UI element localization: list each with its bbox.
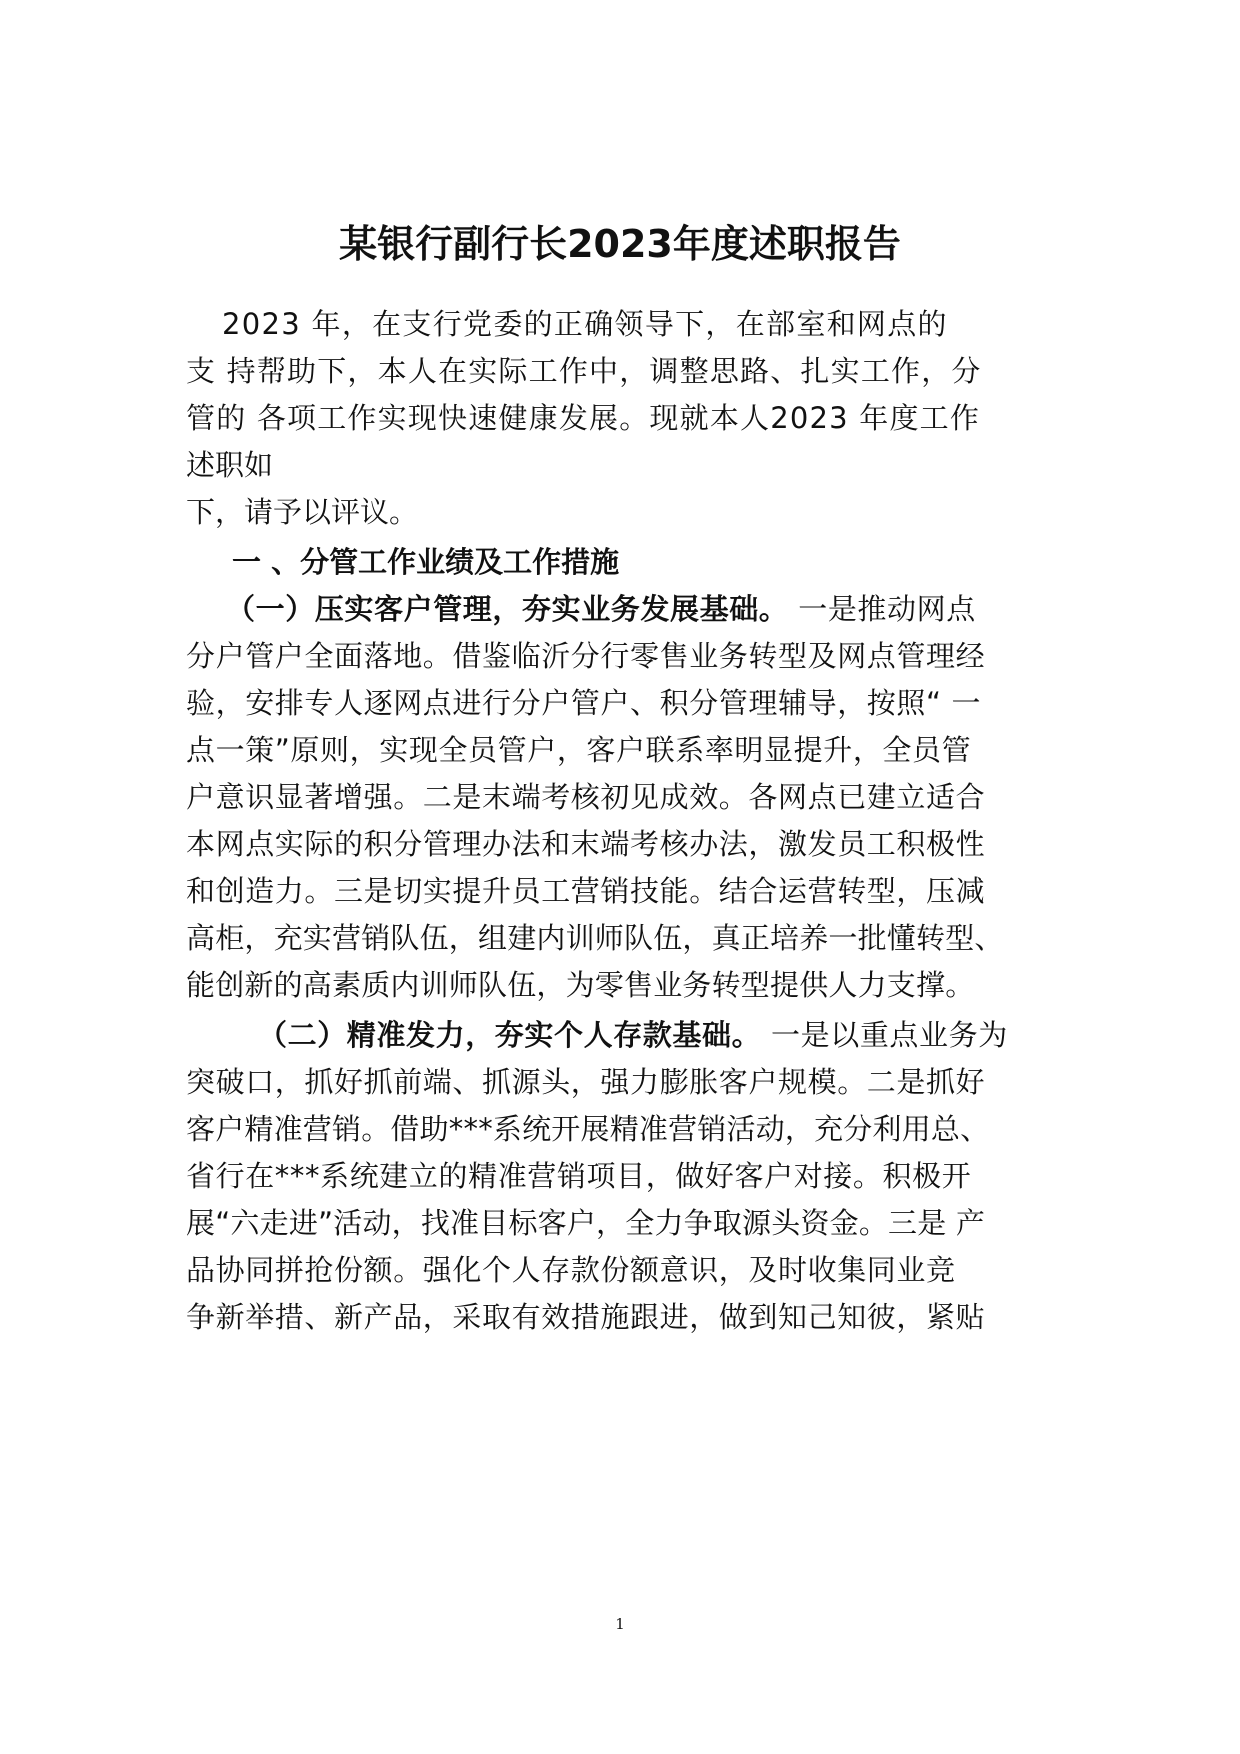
section1-line-1: 分户管户全面落地。借鉴临沂分行零售业务转型及网点管理经 — [186, 639, 986, 673]
intro-line-1: 2023 年，在支行党委的正确领导下，在部室和网点的 — [222, 307, 948, 341]
section2-line-1: 突破口，抓好抓前端、抓源头，强力膨胀客户规模。二是抓好 — [186, 1065, 986, 1099]
section1-line-8: 能创新的高素质内训师队伍，为零售业务转型提供人力支撑。 — [186, 968, 975, 1002]
document-title: 某银行副行长2023年度述职报告 — [339, 222, 901, 266]
section1-line-3: 点一策”原则，实现全员管户，客户联系率明显提升，全员管 — [186, 733, 972, 767]
section2-line-2: 客户精准营销。借助***系统开展精准营销活动，充分利用总、 — [186, 1112, 990, 1146]
section1-line-7: 高柜，充实营销队伍，组建内训师队伍，真正培养一批懂转型、 — [186, 921, 1004, 955]
section2-line-4: 展“六走进”活动，找准目标客户，全力争取源头资金。三是 产 — [186, 1206, 986, 1240]
section1-line-2: 验，安排专人逐网点进行分户管户、积分管理辅导，按照“ 一 — [186, 686, 982, 720]
section2-heading: （二）精准发力，夯实个人存款基础。 — [258, 1018, 762, 1052]
section1-line-5: 本网点实际的积分管理办法和末端考核办法，激发员工积极性 — [186, 827, 986, 861]
section2-line-3: 省行在***系统建立的精准营销项目，做好客户对接。积极开 — [186, 1159, 972, 1193]
section1-heading: （一）压实客户管理，夯实业务发展基础。 — [226, 592, 789, 626]
section2-line-6: 争新举措、新产品，采取有效措施跟进，做到知己知彼，紧贴 — [186, 1300, 986, 1334]
heading-section-main: 一 、分管工作业绩及工作措施 — [232, 545, 620, 579]
page-number: 1 — [615, 1615, 625, 1633]
section2-first-line — [258, 1015, 1008, 1055]
intro-line-2: 支 持帮助下，本人在实际工作中，调整思路、扎实工作，分 — [186, 354, 982, 388]
section1-line-6: 和创造力。三是切实提升员工营销技能。结合运营转型，压减 — [186, 874, 986, 908]
section1-line-4: 户意识显著增强。二是末端考核初见成效。各网点已建立适合 — [186, 780, 986, 814]
intro-line-5: 下，请予以评议。 — [186, 495, 419, 529]
intro-line-4: 述职如 — [186, 448, 274, 482]
section1-first-line-text: 一是推动网点 — [788, 592, 976, 626]
section2-line-5: 品协同拼抢份额。强化个人存款份额意识，及时收集同业竞 — [186, 1253, 956, 1287]
section1-first-line — [226, 589, 976, 629]
section2-first-line-text: 一是以重点业务为 — [761, 1018, 1008, 1052]
intro-line-3: 管的 各项工作实现快速健康发展。现就本人2023 年度工作 — [186, 401, 981, 435]
